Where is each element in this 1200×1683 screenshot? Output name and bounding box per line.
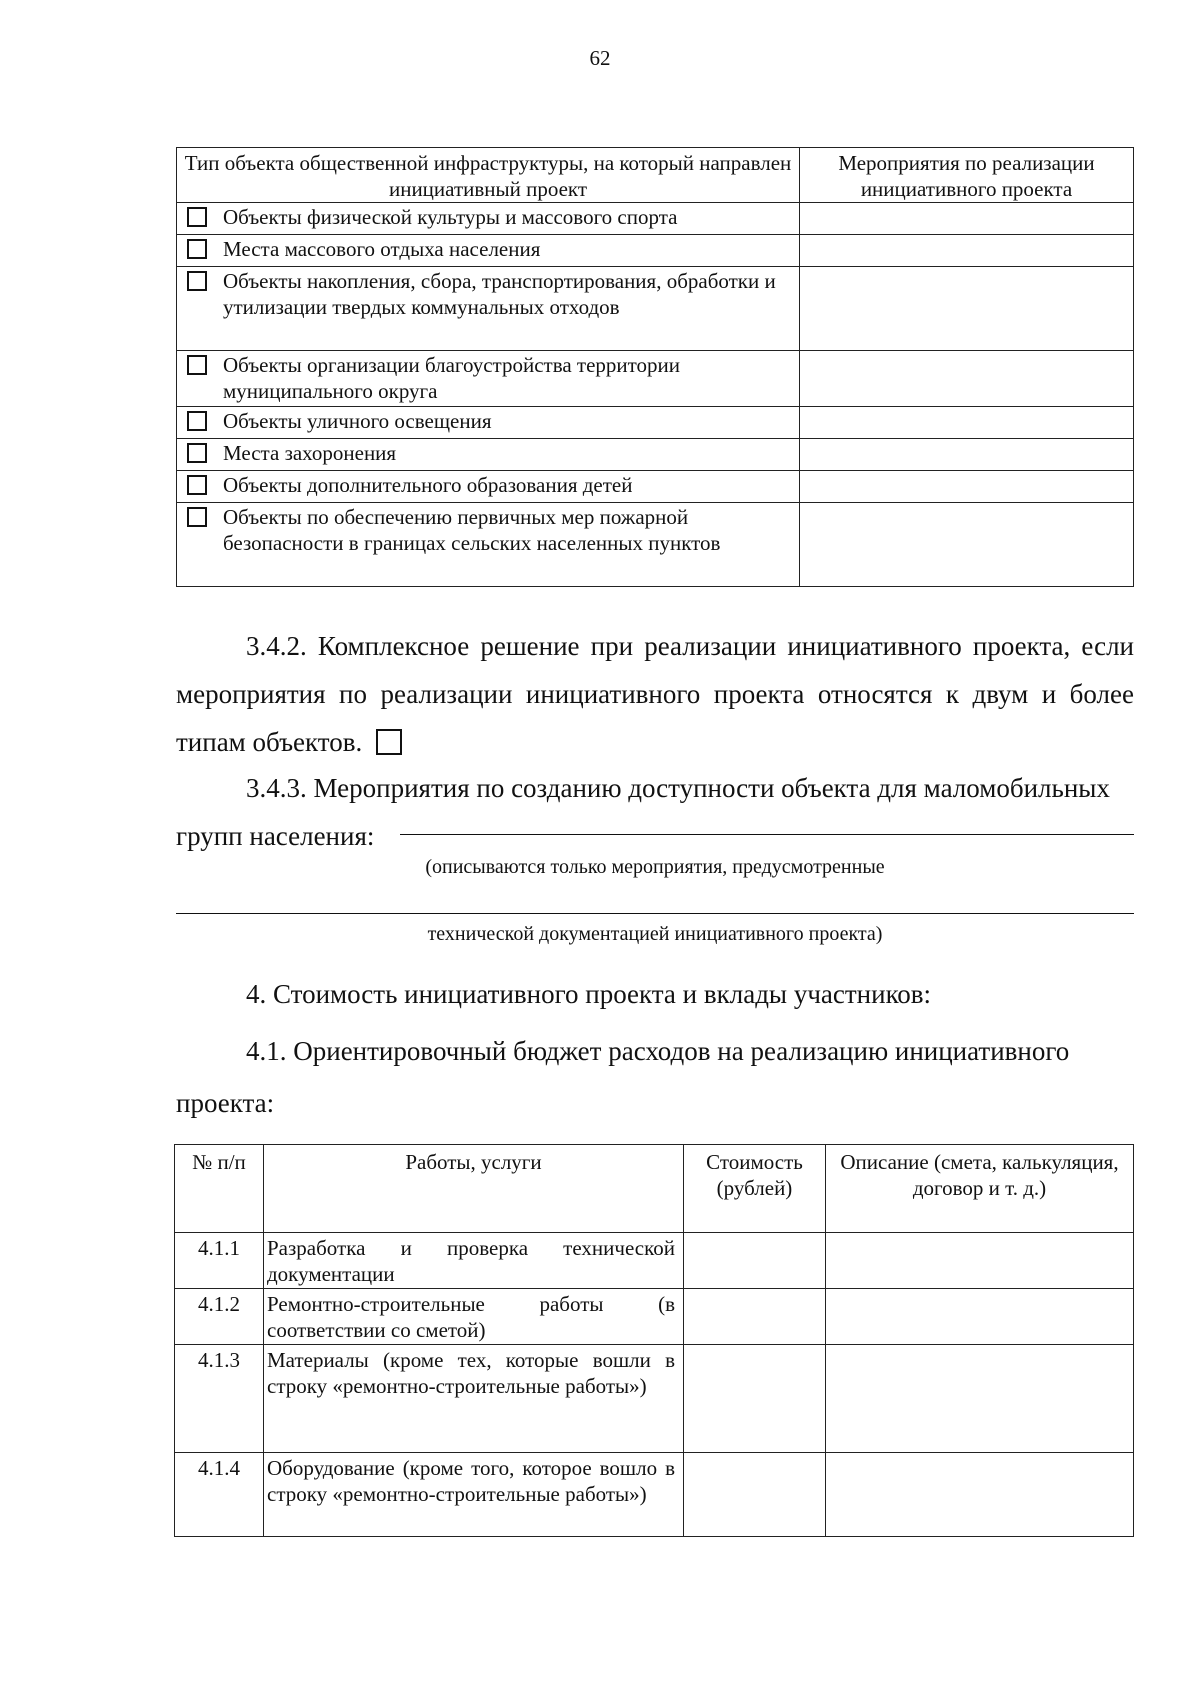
measures-cell[interactable] xyxy=(800,503,1134,587)
measures-cell[interactable] xyxy=(800,267,1134,351)
budget-table xyxy=(174,1144,1134,1537)
object-type-label: Объекты по обеспечению первичных мер пожарной безопасности в границах сельских населенных пунктов xyxy=(223,505,721,555)
work-name: Материалы (кроме тех, которые вошли в строку «ремонтно-строительные работы») xyxy=(264,1345,684,1453)
measures-cell[interactable] xyxy=(800,439,1134,471)
section-4-1: 4.1. Ориентировочный бюджет расходов на реализацию инициативного проекта: xyxy=(176,1036,1070,1118)
checkbox-icon[interactable] xyxy=(187,271,207,291)
object-type-label: Объекты накопления, сбора, транспортирования, обработки и утилизации твердых коммунальных отходов xyxy=(223,269,776,319)
table-row xyxy=(177,351,1134,407)
measures-cell[interactable] xyxy=(800,203,1134,235)
header-description: Описание (смета, калькуляция, договор и т. д.) xyxy=(826,1145,1134,1233)
infrastructure-type-table xyxy=(176,147,1134,587)
description-cell[interactable] xyxy=(826,1345,1134,1453)
table-row xyxy=(175,1289,1134,1345)
header-object-type: Тип объекта общественной инфраструктуры, на который направлен инициативный проект xyxy=(177,148,800,203)
checkbox-icon[interactable] xyxy=(187,239,207,259)
checkbox-icon[interactable] xyxy=(187,475,207,495)
section-3-4-2-text: 3.4.2. Комплексное решение при реализации инициативного проекта, если мероприятия по реализации инициативного проекта относятся к двум и более типам объектов. xyxy=(176,631,1134,757)
accessibility-measures-input-line2[interactable] xyxy=(176,913,1134,914)
table-row xyxy=(177,407,1134,439)
work-name: Разработка и проверка технической документации xyxy=(264,1233,684,1289)
caption-described-measures: (описываются только мероприятия, предусмотренные xyxy=(425,856,885,878)
page-number: 62 xyxy=(589,46,611,70)
section-3-4-3-line1: 3.4.3. Мероприятия по созданию доступности объекта для маломобильных xyxy=(246,773,1110,803)
object-type-label: Объекты организации благоустройства территории муниципального округа xyxy=(223,353,681,403)
measures-cell[interactable] xyxy=(800,471,1134,503)
caption-technical-documentation: технической документацией инициативного проекта) xyxy=(427,923,883,945)
measures-cell[interactable] xyxy=(800,407,1134,439)
table-row xyxy=(175,1345,1134,1453)
checkbox-icon[interactable] xyxy=(187,507,207,527)
table-row xyxy=(177,503,1134,587)
table-row xyxy=(175,1233,1134,1289)
measures-cell[interactable] xyxy=(800,351,1134,407)
cost-cell[interactable] xyxy=(684,1345,826,1453)
table-row xyxy=(177,235,1134,267)
header-number: № п/п xyxy=(175,1145,264,1233)
object-type-label: Объекты физической культуры и массового спорта xyxy=(223,205,678,229)
measures-cell[interactable] xyxy=(800,235,1134,267)
table-row xyxy=(177,203,1134,235)
table-row xyxy=(177,439,1134,471)
section-3-4-2 xyxy=(176,622,1134,766)
header-cost: Стоимость (рублей) xyxy=(684,1145,826,1233)
table-row xyxy=(177,267,1134,351)
object-type-label: Объекты уличного освещения xyxy=(223,409,492,433)
row-number: 4.1.1 xyxy=(175,1233,264,1289)
accessibility-measures-input[interactable] xyxy=(400,834,1134,835)
work-name: Ремонтно-строительные работы (в соответствии со сметой) xyxy=(264,1289,684,1345)
cost-cell[interactable] xyxy=(684,1453,826,1537)
cost-cell[interactable] xyxy=(684,1289,826,1345)
checkbox-icon[interactable] xyxy=(187,411,207,431)
table-row xyxy=(175,1453,1134,1537)
row-number: 4.1.2 xyxy=(175,1289,264,1345)
checkbox-icon[interactable] xyxy=(187,207,207,227)
description-cell[interactable] xyxy=(826,1453,1134,1537)
row-number: 4.1.3 xyxy=(175,1345,264,1453)
section-4: 4. Стоимость инициативного проекта и вклады участников: xyxy=(246,979,932,1009)
header-measures: Мероприятия по реализации инициативного проекта xyxy=(800,148,1134,203)
object-type-label: Места захоронения xyxy=(223,441,397,465)
work-name: Оборудование (кроме того, которое вошло в строку «ремонтно-строительные работы») xyxy=(264,1453,684,1537)
description-cell[interactable] xyxy=(826,1289,1134,1345)
checkbox-icon[interactable] xyxy=(187,355,207,375)
cost-cell[interactable] xyxy=(684,1233,826,1289)
section-3-4-3-line2: групп населения: xyxy=(176,821,375,851)
row-number: 4.1.4 xyxy=(175,1453,264,1537)
header-works: Работы, услуги xyxy=(264,1145,684,1233)
table-row xyxy=(177,471,1134,503)
object-type-label: Места массового отдыха населения xyxy=(223,237,541,261)
description-cell[interactable] xyxy=(826,1233,1134,1289)
checkbox-icon[interactable] xyxy=(187,443,207,463)
complex-solution-checkbox[interactable] xyxy=(376,729,402,755)
object-type-label: Объекты дополнительного образования детей xyxy=(223,473,633,497)
